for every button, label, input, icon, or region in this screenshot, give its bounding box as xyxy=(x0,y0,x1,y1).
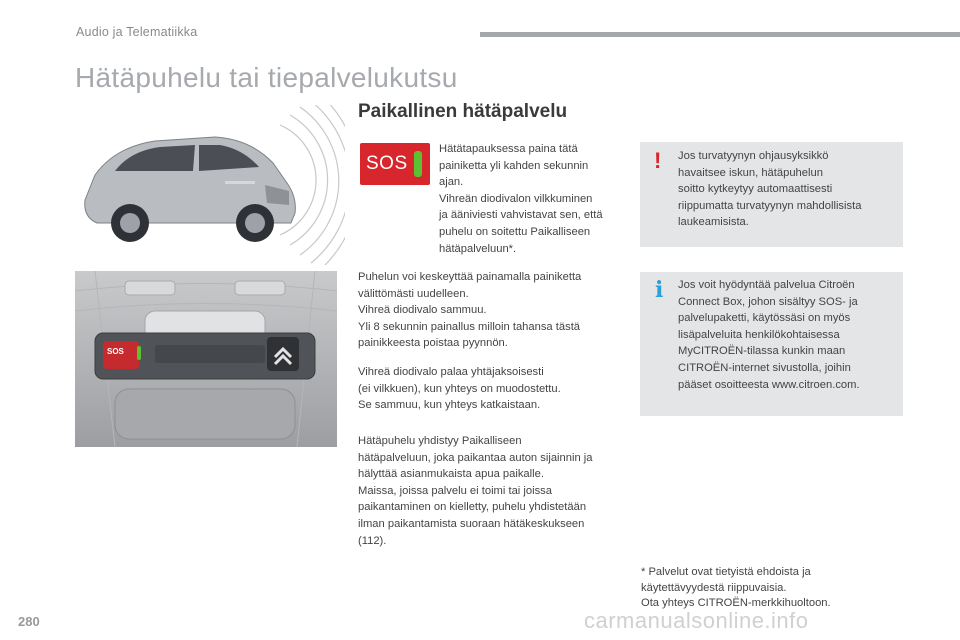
car-illustration xyxy=(75,105,345,265)
console-sos-label: SOS xyxy=(107,347,124,356)
paragraph-sos-press: Hätätapauksessa paina tätä painiketta yli kahden sekunnin ajan. Vihreän diodivalon vilkkuminen ja ääniviesti vahvistavat sen, että puhelu on soitettu Paikalliseen hätäpalveluun*. xyxy=(439,143,603,255)
info-icon: i xyxy=(655,277,664,303)
page-title: Hätäpuhelu tai tiepalvelukutsu xyxy=(75,62,458,93)
warning-icon: ! xyxy=(654,148,662,173)
sos-button xyxy=(360,143,430,185)
sos-label: SOS xyxy=(366,153,408,174)
watermark: carmanualsonline.info xyxy=(584,608,809,633)
paragraph-led-status: Vihreä diodivalo palaa yhtäjaksoisesti (ei vilkkuen), kun yhteys on muodostettu. Se sammuu, kun yhteys katkaistaan. xyxy=(358,366,561,412)
section-title: Paikallinen hätäpalvelu xyxy=(358,101,568,122)
header-section-label: Audio ja Telematiikka xyxy=(76,25,198,39)
paragraph-call-routing: Hätäpuhelu yhdistyy Paikalliseen hätäpalveluun, joka paikantaa auton sijainnin ja hälyttää asianmukaista apua paikalle. Maissa, joissa palvelu ei toimi tai joissa paikantaminen on kielletty, puhelu yhdistetään ilman paikantamista suoraan hätäkeskukseen (112). xyxy=(358,435,593,547)
warning-text: Jos turvatyynyn ohjausyksikkö havaitsee iskun, hätäpuhelun soitto kytkeytyy automaattisesti riippumatta turvatyynyn mahdollisista laukeamisista. xyxy=(678,150,862,229)
warning-box xyxy=(640,142,903,247)
header-bar xyxy=(480,32,960,37)
overhead-console-illustration xyxy=(75,271,337,447)
page-number: 280 xyxy=(18,614,40,629)
car-with-signal-icon xyxy=(75,105,345,265)
info-text: Jos voit hyödyntää palvelua Citroën Connect Box, johon sisältyy SOS- ja palvelupaketti, käytössäsi on myös lisäpalveluita henkilökohtaisessa MyCITROËN-tilassa kunkin maan CITROËN-internet sivustolla, joihin pääset osoitteesta www.citroen.com. xyxy=(678,279,860,391)
info-box xyxy=(640,272,903,416)
overhead-console-icon xyxy=(75,271,337,447)
sos-led-icon xyxy=(414,151,422,177)
footnote: * Palvelut ovat tietyistä ehdoista ja käytettävyydestä riippuvaisia. Ota yhteys CITROËN-merkkihuoltoon. xyxy=(641,566,831,609)
paragraph-cancel-call: Puhelun voi keskeyttää painamalla painiketta välittömästi uudelleen. Vihreä diodivalo sammuu. Yli 8 sekunnin painallus milloin tahansa tästä painikkeesta poistaa pyynnön. xyxy=(358,271,582,350)
